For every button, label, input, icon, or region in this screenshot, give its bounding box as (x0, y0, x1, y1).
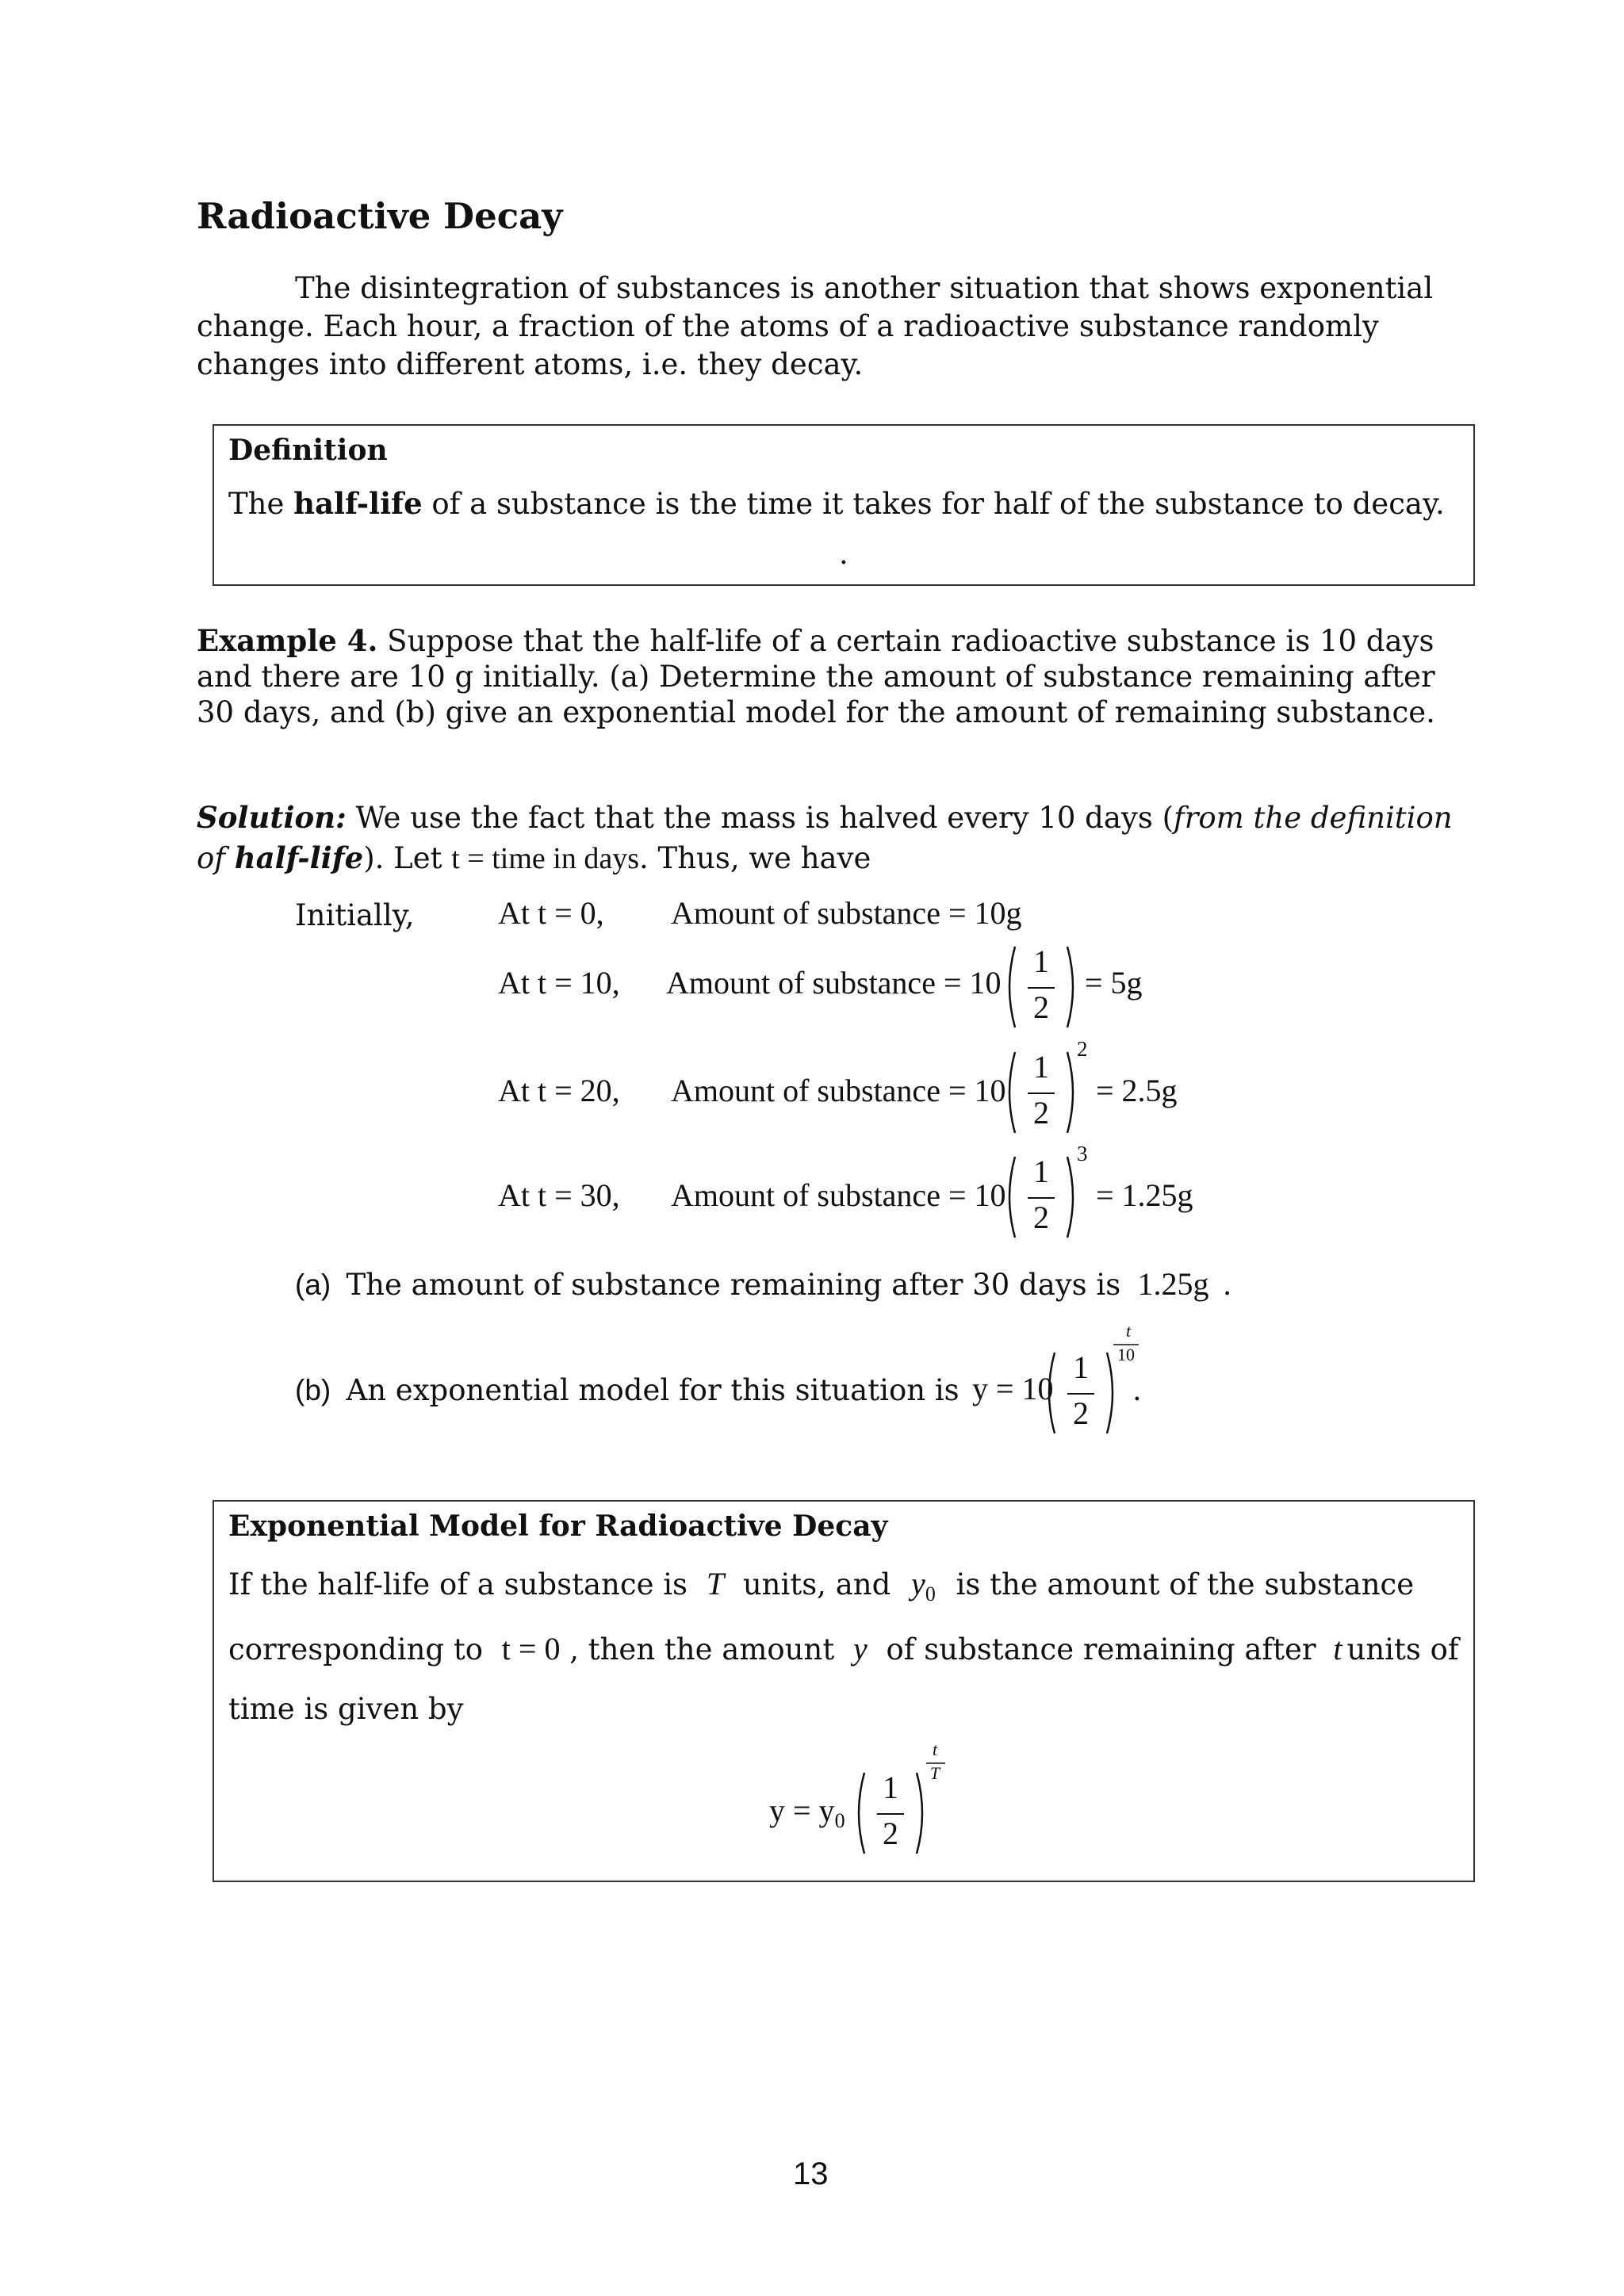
intro-line-3: changes into different atoms, i.e. they decay. (197, 347, 864, 381)
let-t-definition: t = time in days (451, 842, 639, 875)
step-3-numerator: 1 (1033, 1154, 1049, 1189)
step-3-denominator: 2 (1033, 1200, 1049, 1235)
definition-text: The half-life of a substance is the time it takes for half of the substance to decay. (228, 486, 1445, 521)
answer-b-denominator: 2 (1073, 1395, 1089, 1431)
document-page: Radioactive Decay The disintegration of substances is another situation that shows exponential change. Each hour, a fraction of the atoms of a radioactive substance randomly changes into different atoms, i.e. they decay. Definition The half-life of a substance is the time it takes for half of the substance to decay. . Example 4. Suppose that the half-life of a certain radioactive substance is 10 days and there are 10 g initially. (a) Determine the amount of substance remaining after 30 days, and (b) give an exponential model for the amount of remaining substance. Solution: We use the fact that the mass is halved every 10 days (from the definition of half-life). Let t = time in days. Thus, we have Initially, At t = 0, Amount of substance = 10g At t = 10, Amount of substance = 10 1 2 = 5g At t = 20, Amount of substance = 10 1 2 2 = 2.5g At t = 30, Amount of substance = 10 1 2 3 = 1.25g (a) The amount of substance remaining after 30 days is 1.25g . (b) An exponential model for this situation is y = 10 1 2 t 10 . Exponential Model for Radioactive Decay If the half-life of a substance is T units, and $y_0$ is the amount of the substance corresponding to t = 0 , then the amount y of substance remaining after t units of time is given by $y = y_0$ 1 2 t T 13 (0, 0, 1624, 2296)
answer-b-formula: y = 10 (972, 1371, 1054, 1406)
model-line-3: time is given by (228, 1692, 464, 1726)
answer-b-exp-denominator: 10 (1117, 1345, 1135, 1364)
model-box (213, 1500, 1475, 1882)
step-3-amount: Amount of substance = 10 (671, 1177, 1006, 1213)
definition-heading: Definition (228, 434, 388, 467)
step-0-time: At t = 0, (498, 895, 604, 931)
step-1-denominator: 2 (1033, 989, 1049, 1025)
step-1-amount: Amount of substance = 10 (666, 965, 1002, 1001)
answer-b-numerator: 1 (1073, 1349, 1089, 1385)
model-exp-denominator: T (929, 1763, 940, 1783)
definition-dot: . (839, 537, 848, 571)
answer-b-exp-numerator: t (1125, 1321, 1132, 1341)
model-formula-lhs: $y = y_0$ (769, 1793, 845, 1832)
step-2-result: = 2.5g (1096, 1073, 1178, 1108)
model-exp-numerator: t (932, 1739, 938, 1759)
step-2-exponent: 2 (1077, 1037, 1088, 1061)
example-label: Example 4. (197, 623, 378, 658)
answer-a: (a) The amount of substance remaining after 30 days is 1.25g . (295, 1266, 1232, 1302)
answer-a-label: (a) (295, 1269, 331, 1301)
definition-box (213, 424, 1475, 586)
answer-a-text: The amount of substance remaining after 30 days is (346, 1268, 1121, 1302)
page-number: 13 (793, 2156, 829, 2191)
solution-paragraph: Solution: We use the fact that the mass is halved every 10 days (from the definition of half-life). Let t = time in days. Thus, we have (197, 800, 1453, 875)
solution-label: Solution: (197, 800, 347, 835)
step-2-denominator: 2 (1033, 1095, 1049, 1131)
step-1-time: At t = 10, (498, 965, 620, 1001)
half-life-term: half-life (293, 486, 423, 521)
initial-amount-symbol: y (911, 1566, 925, 1601)
step-2-time: At t = 20, (498, 1073, 620, 1108)
example-paragraph (197, 623, 1481, 730)
step-3-result: = 1.25g (1096, 1177, 1193, 1213)
half-life-symbol: T (706, 1566, 725, 1601)
model-denominator: 2 (883, 1816, 898, 1851)
model-heading: Exponential Model for Radioactive Decay (228, 1510, 888, 1543)
example-line-3: 30 days, and (b) give an exponential model for the amount of remaining substance. (197, 695, 1435, 729)
initially-label: Initially, (295, 898, 415, 932)
step-2-amount: Amount of substance = 10 (671, 1073, 1006, 1108)
answer-a-value: 1.25g (1137, 1266, 1209, 1302)
step-0-amount: Amount of substance = 10g (671, 895, 1022, 931)
step-1-result: = 5g (1085, 965, 1143, 1001)
answer-b (295, 1373, 959, 1408)
answer-b-label: (b) (295, 1374, 331, 1406)
model-line-1: If the half-life of a substance is T units, and $y_0$ is the amount of the substance (228, 1566, 1415, 1605)
model-numerator: 1 (883, 1770, 898, 1805)
example-line-1: Suppose that the half-life of a certain radioactive substance is 10 days (377, 624, 1434, 658)
model-line-2: corresponding to t = 0 , then the amount y of substance remaining after t units of (228, 1631, 1459, 1667)
step-3-time: At t = 30, (498, 1177, 620, 1213)
example-line-2: and there are 10 g initially. (a) Determine the amount of substance remaining after (197, 660, 1435, 694)
section-title: Radioactive Decay (197, 195, 563, 237)
half-life-emphasis: half-life (234, 840, 364, 875)
step-3-exponent: 3 (1077, 1142, 1088, 1165)
intro-paragraph (197, 270, 1434, 384)
intro-line-2: change. Each hour, a fraction of the atoms of a radioactive substance randomly (197, 309, 1379, 343)
intro-line-1: The disintegration of substances is another situation that shows exponential (295, 271, 1434, 305)
step-2-numerator: 1 (1033, 1049, 1049, 1085)
answer-b-text: An exponential model for this situation is (346, 1373, 959, 1407)
step-1-numerator: 1 (1033, 943, 1049, 979)
